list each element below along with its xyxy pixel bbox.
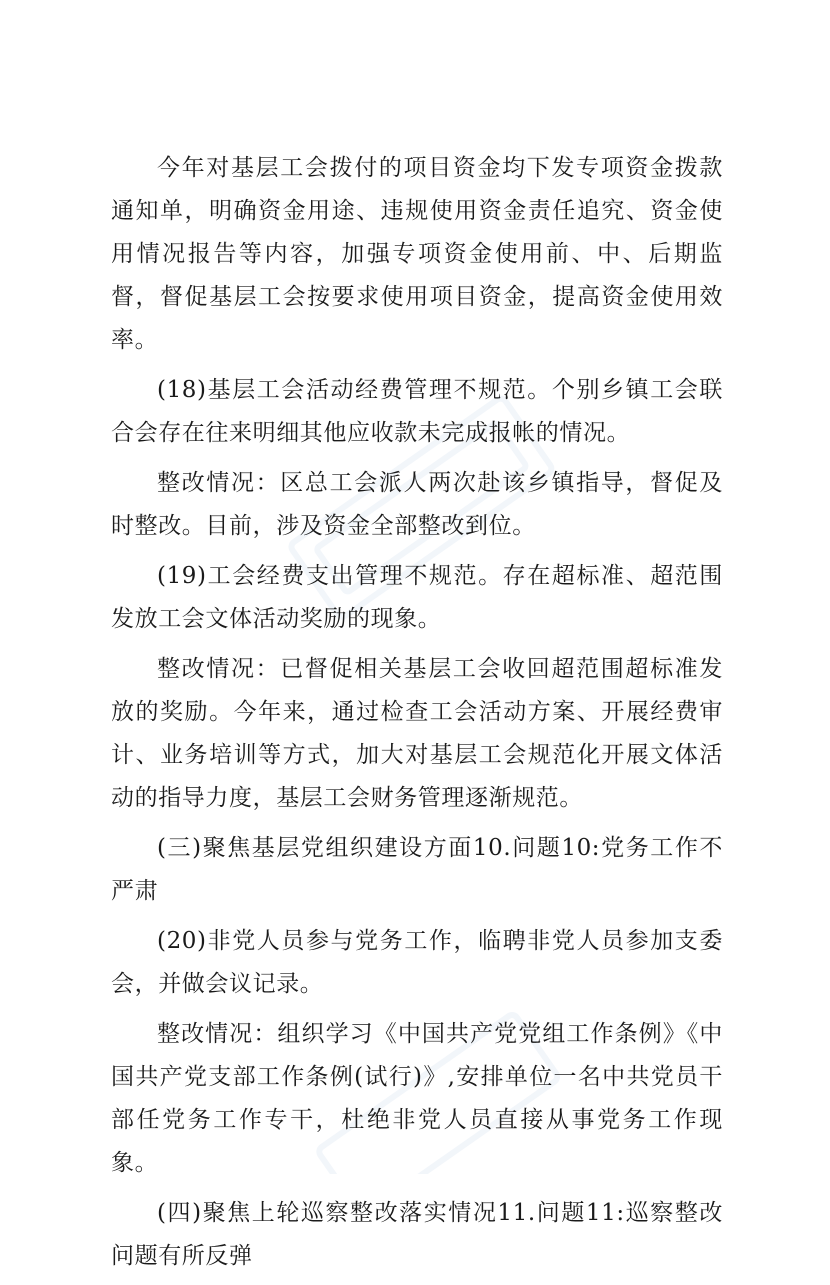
paragraph: (18)基层工会活动经费管理不规范。个别乡镇工会联合会存在往来明细其他应收款未完成报帐的情况。 xyxy=(111,377,723,446)
paragraph: (20)非党人员参与党务工作，临聘非党人员参加支委会，并做会议记录。 xyxy=(111,928,723,997)
paragraph: (19)工会经费支出管理不规范。存在超标准、超范围发放工会文体活动奖励的现象。 xyxy=(111,563,723,632)
document-body xyxy=(111,147,723,1285)
section-heading: (四)聚焦上轮巡察整改落实情况11.问题11:巡察整改问题有所反弹 xyxy=(111,1200,723,1269)
paragraph: 整改情况：区总工会派人两次赴该乡镇指导，督促及时整改。目前，涉及资金全部整改到位。 xyxy=(111,470,723,539)
paragraph: 整改情况：组织学习《中国共产党党组工作条例》《中国共产党支部工作条例(试行)》,安排单位一名中共党员干部任党务工作专干，杜绝非党人员直接从事党务工作现象。 xyxy=(111,1021,723,1176)
paragraph: 整改情况：已督促相关基层工会收回超范围超标准发放的奖励。今年来，通过检查工会活动方案、开展经费审计、业务培训等方式，加大对基层工会规范化开展文体活动的指导力度，基层工会财务管理逐渐规范。 xyxy=(111,656,723,811)
paragraph: 今年对基层工会拨付的项目资金均下发专项资金拨款通知单，明确资金用途、违规使用资金责任追究、资金使用情况报告等内容，加强专项资金使用前、中、后期监督，督促基层工会按要求使用项目资金，提高资金使用效率。 xyxy=(111,155,723,353)
section-heading: (三)聚焦基层党组织建设方面10.问题10:党务工作不严肃 xyxy=(111,835,723,904)
